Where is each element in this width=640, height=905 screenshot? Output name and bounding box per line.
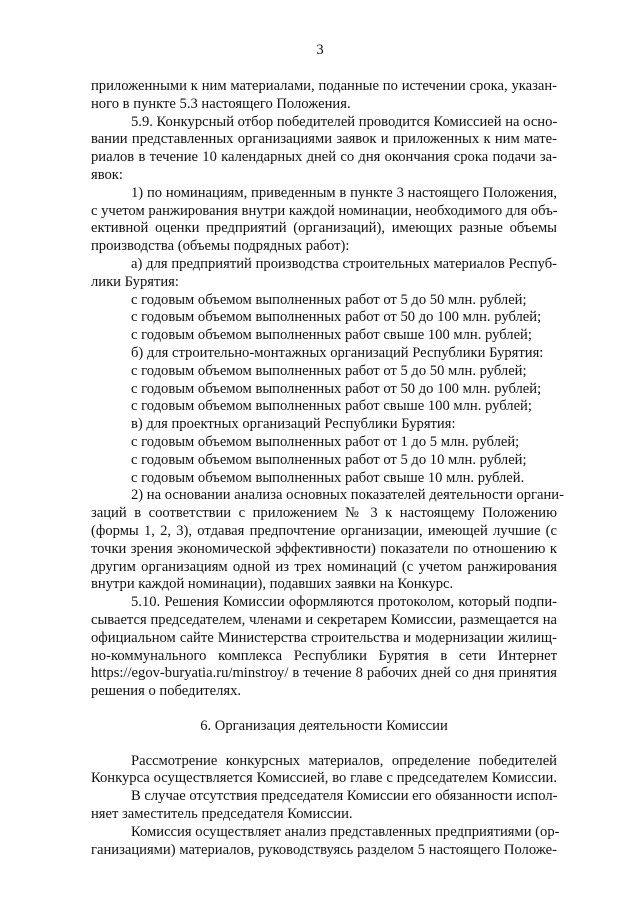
text-line: официальном сайте Министерства строительства и модернизации жилищ- bbox=[91, 629, 557, 646]
document-body bbox=[91, 78, 564, 859]
text-line: с годовым объемом выполненных работ свыше 10 млн. рублей. bbox=[131, 469, 525, 486]
text-line: 5.10. Решения Комиссии оформляются протоколом, который подпи- bbox=[131, 594, 557, 611]
text-line: с годовым объемом выполненных работ от 5 до 50 млн. рублей; bbox=[131, 362, 527, 379]
text-line: производства (объемы подрядных работ): bbox=[91, 238, 350, 255]
text-line: с годовым объемом выполненных работ свыше 100 млн. рублей; bbox=[131, 398, 532, 415]
text-line: 2) на основании анализа основных показателей деятельности органи- bbox=[131, 487, 564, 504]
text-line: другим организациям одной из трех номинаций (с учетом ранжирования bbox=[91, 558, 557, 575]
text-line: явок: bbox=[91, 166, 123, 183]
text-line: лики Бурятия: bbox=[91, 273, 179, 290]
text-line: заций в соответствии с приложением № 3 к настоящему Положению bbox=[91, 505, 557, 522]
text-line: Комиссия осуществляет анализ представленных предприятиями (ор- bbox=[131, 823, 560, 840]
text-block-section-6 bbox=[91, 752, 560, 860]
text-line: сывается председателем, членами и секретарем Комиссии, размещается на bbox=[91, 611, 557, 628]
text-line: решения о победителях. bbox=[91, 683, 242, 700]
text-line: внутри каждой номинации), подавших заявки на Конкурс. bbox=[91, 576, 454, 593]
text-line: няет заместитель председателя Комиссии. bbox=[91, 806, 353, 823]
text-line: приложенными к ним материалами, поданные по истечении срока, указан- bbox=[91, 78, 557, 94]
text-line: В случае отсутствия председателя Комиссии его обязанности испол- bbox=[131, 788, 558, 805]
text-line: в) для проектных организаций Республики Бурятия: bbox=[131, 416, 456, 433]
text-line: Рассмотрение конкурсных материалов, определение победителей bbox=[131, 752, 557, 769]
text-line: 5.9. Конкурсный отбор победителей проводится Комиссией на осно- bbox=[131, 113, 558, 130]
text-line: с годовым объемом выполненных работ от 50 до 100 млн. рублей; bbox=[131, 309, 542, 326]
text-line: с годовым объемом выполненных работ от 5 до 10 млн. рублей; bbox=[131, 451, 527, 468]
text-block-section-5 bbox=[91, 78, 564, 701]
section-heading: 6. Организация деятельности Комиссии bbox=[200, 717, 448, 734]
text-line: с годовым объемом выполненных работ от 50 до 100 млн. рублей; bbox=[131, 380, 542, 397]
text-line: с годовым объемом выполненных работ от 5 до 50 млн. рублей; bbox=[131, 291, 527, 308]
text-line: риалов в течение 10 календарных дней со дня окончания срока подачи за- bbox=[91, 149, 557, 166]
text-line: с учетом ранжирования внутри каждой номинации, необходимого для объ- bbox=[91, 202, 558, 219]
text-line: 1) по номинациям, приведенным в пункте 3 настоящего Положения, bbox=[131, 184, 557, 201]
text-line: Конкурса осуществляется Комиссией, во главе с председателем Комиссии. bbox=[91, 770, 557, 787]
text-line: но-коммунального комплекса Республики Бурятия в сети Интернет bbox=[91, 647, 557, 664]
text-line: с годовым объемом выполненных работ свыше 100 млн. рублей; bbox=[131, 327, 532, 344]
page-number: 3 bbox=[316, 42, 324, 58]
text-line: а) для предприятий производства строительных материалов Респуб- bbox=[131, 255, 557, 272]
text-line: ективной оценки предприятий (организаций), имеющих разные объемы bbox=[91, 220, 557, 237]
text-line: (формы 1, 2, 3), отдавая предпочтение организации, имеющей лучшие (с bbox=[91, 522, 557, 539]
text-line: с годовым объемом выполненных работ от 1 до 5 млн. рублей; bbox=[131, 433, 520, 450]
text-line: точки зрения экономической эффективности) показатели по отношению к bbox=[91, 540, 557, 557]
text-line: вании представленных организациями заявок и приложенных к ним мате- bbox=[91, 131, 557, 148]
text-line: ного в пункте 5.3 настоящего Положения. bbox=[91, 95, 351, 112]
text-line: https://egov-buryatia.ru/minstroy/ в течение 8 рабочих дней со дня принятия bbox=[91, 665, 557, 682]
text-line: б) для строительно-монтажных организаций Республики Бурятия: bbox=[131, 344, 544, 361]
text-line: ганизациями) материалов, руководствуясь разделом 5 настоящего Положе- bbox=[91, 841, 557, 858]
